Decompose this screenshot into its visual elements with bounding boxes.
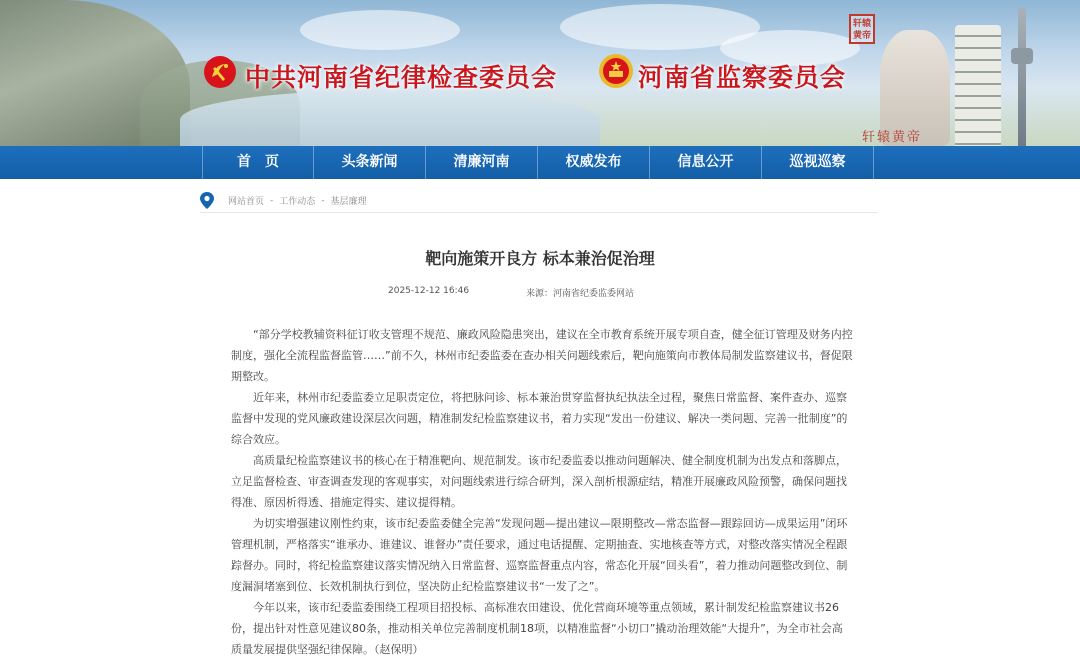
reservoir-decoration [180, 90, 600, 150]
main-nav [0, 146, 1080, 179]
nav-item-inspection[interactable]: 巡视巡察 [762, 146, 874, 179]
nav-item-disclosure[interactable]: 信息公开 [650, 146, 762, 179]
party-emblem-icon [203, 55, 237, 89]
article-title: 靶向施策开良方 标本兼治促治理 [425, 249, 655, 268]
breadcrumb-separator: - [270, 195, 274, 206]
tv-tower-decoration [1018, 8, 1026, 146]
nav-item-headlines[interactable]: 头条新闻 [314, 146, 426, 179]
article-paragraph: 为切实增强建议刚性约束，该市纪委监委健全完善“发现问题—提出建议—限期整改—常态监督—跟踪回访—成果运用”闭环管理机制，严格落实“谁承办、谁建议、谁督办”责任要求，通过电话提醒、定期抽查、实地核查等方式，对整改落实情况全程跟踪督办。同时，将纪检监察建议落实情况纳入日常监督、巡察监督重点内容，常态化开展“回头看”，着力推动问题整改到位、制度漏洞堵塞到位、长效机制执行到位，坚决防止纪检监察建议书“一发了之”。 [231, 517, 848, 593]
article-paragraph: 今年以来，该市纪委监委围绕工程项目招投标、高标准农田建设、优化营商环境等重点领域，累计制发纪检监察建议书26份，提出针对性意见建议80条，推动相关单位完善制度机制18项，以精准监督“小切口”撬动治理效能“大提升”，为全市社会高质量发展提供坚强纪律保障。（赵保明） [231, 601, 843, 656]
calligraphy-text: 轩辕黄帝 [862, 130, 923, 145]
breadcrumb-separator: - [321, 195, 325, 206]
supervisory-commission-title: 河南省监察委员会 [638, 63, 847, 92]
national-emblem-icon [598, 53, 634, 89]
breadcrumb [200, 189, 878, 213]
article-paragraph: 高质量纪检监察建议书的核心在于精准靶向、规范制发。该市纪委监委以推动问题解决、健全制度机制为出发点和落脚点，立足监督检查、审查调查发现的客观事实，对问题线索进行综合研判，深入剖析根源症结，精准开展廉政风险预警，确保问题找得准、原因析得透、措施定得实、建议提得精。 [231, 454, 847, 509]
header-banner [0, 0, 1080, 146]
nav-item-clean-henan[interactable]: 清廉河南 [426, 146, 538, 179]
location-pin-icon [200, 192, 216, 210]
article-date: 2025-12-12 16:46 [388, 286, 470, 296]
breadcrumb-home-link[interactable]: 网站首页 [228, 197, 265, 207]
article-paragraph: “部分学校教辅资料征订收支管理不规范、廉政风险隐患突出，建议在全市教育系统开展专项自查，健全征订管理及财务内控制度，强化全流程监督监管……”前不久，林州市纪委监委在查办相关问题线索后，靶向施策向市教体局制发监察建议书，督促限期整改。 [231, 328, 853, 383]
twin-tower-decoration [955, 25, 1001, 146]
nav-item-releases[interactable]: 权威发布 [538, 146, 650, 179]
nav-items [202, 146, 874, 179]
party-commission-title: 中共河南省纪律检查委员会 [245, 63, 558, 92]
article-paragraph: 近年来，林州市纪委监委立足职责定位，将把脉问诊、标本兼治贯穿监督执纪执法全过程，聚焦日常监督、案件查办、巡察监督中发现的党风廉政建设深层次问题，精准制发纪检监察建议书，着力实现“发出一份建议、解决一类问题、完善一批制度”的综合效应。 [231, 391, 848, 446]
nav-item-home[interactable]: 首 页 [202, 146, 314, 179]
cloud-decoration [300, 10, 460, 50]
article-body [231, 324, 853, 660]
breadcrumb-level2-link[interactable]: 基层廉理 [330, 197, 367, 207]
article-source: 来源：河南省纪委监委网站 [526, 289, 635, 299]
seal-stamp: 轩辕 黄帝 [849, 14, 875, 44]
breadcrumb-level1-link[interactable]: 工作动态 [279, 197, 316, 207]
